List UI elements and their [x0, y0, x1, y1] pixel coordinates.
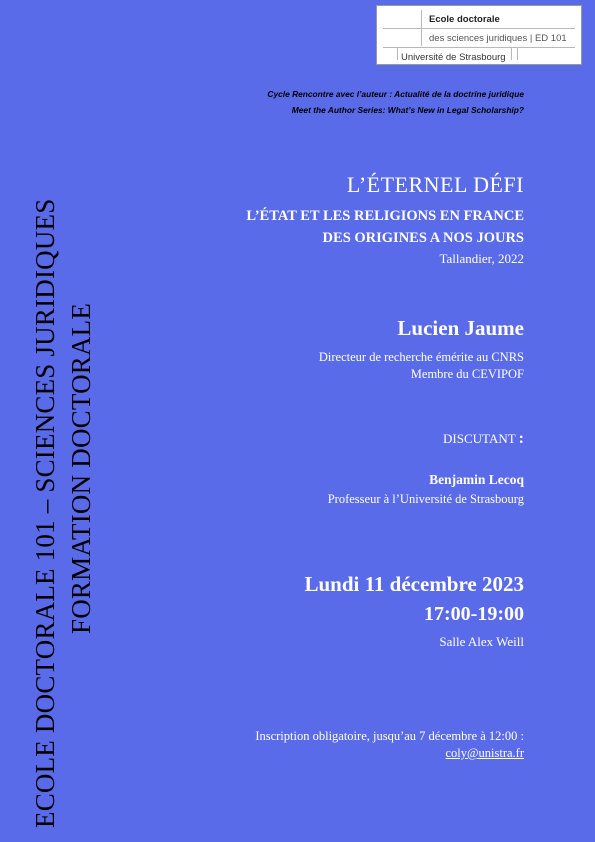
- logo-line-3: Université de Strasbourg: [401, 52, 506, 63]
- discussant-name: Benjamin Lecoq: [429, 472, 524, 487]
- registration-info: [255, 728, 524, 762]
- author-name: Lucien Jaume: [397, 316, 524, 340]
- series-french: Cycle Rencontre avec l’auteur : Actualité de la doctrine juridique: [267, 89, 524, 99]
- author-title-1: Directeur de recherche émérite au CNRS: [318, 350, 524, 364]
- discussant-label: [443, 430, 524, 448]
- side-line-school: ECOLE DOCTORALE 101 – SCIENCES JURIDIQUES: [30, 198, 60, 828]
- author-title-2: Membre du CEVIPOF: [410, 367, 524, 381]
- discussant-label-colon: :: [518, 430, 524, 447]
- event-time: 17:00-19:00: [424, 603, 524, 625]
- school-logo: [376, 5, 582, 65]
- discussant-title: Professeur à l’Université de Strasbourg: [327, 492, 524, 506]
- side-line-training: FORMATION DOCTORALE: [66, 302, 96, 634]
- book-publisher: Tallandier, 2022: [439, 251, 524, 266]
- series-english: Meet the Author Series: What’s New in Legal Scholarship?: [291, 105, 524, 115]
- registration-text: Inscription obligatoire, jusqu’au 7 décembre à 12:00 :: [255, 729, 524, 743]
- discussant-label-text: DISCUTANT: [443, 431, 516, 446]
- author-titles: [319, 349, 524, 383]
- book-subtitle: [246, 205, 524, 249]
- logo-line-2: des sciences juridiques | ED 101: [429, 33, 567, 44]
- series-heading: [267, 86, 524, 118]
- book-subtitle-line-1: L’ÉTAT ET LES RELIGIONS EN FRANCE: [246, 208, 524, 224]
- event-date: Lundi 11 décembre 2023: [304, 572, 524, 596]
- side-banner: [0, 0, 130, 842]
- event-room: Salle Alex Weill: [439, 634, 524, 649]
- book-title: L’ÉTERNEL DÉFI: [346, 172, 524, 197]
- logo-line-1: Ecole doctorale: [429, 14, 500, 25]
- book-subtitle-line-2: DES ORIGINES A NOS JOURS: [322, 230, 524, 246]
- registration-email-link[interactable]: coly@unistra.fr: [445, 746, 524, 760]
